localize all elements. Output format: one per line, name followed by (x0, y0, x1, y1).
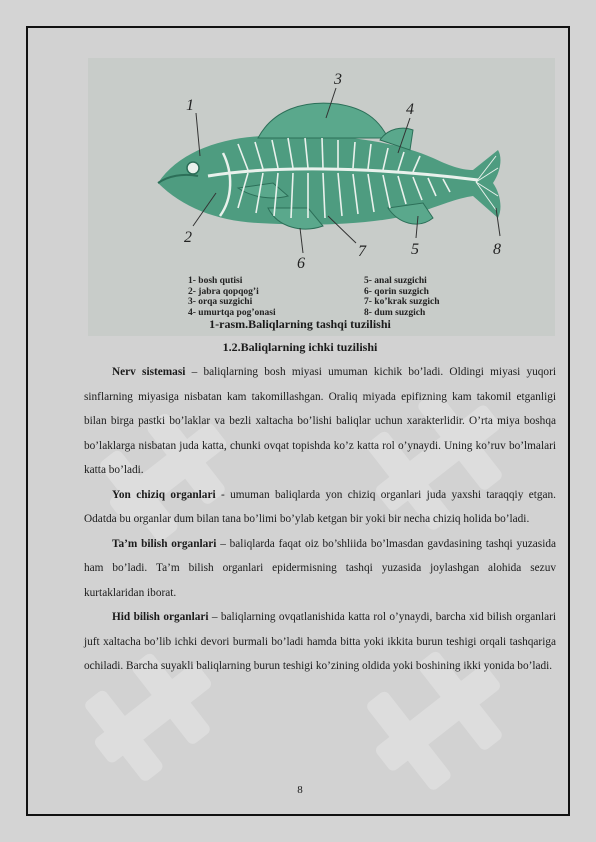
paragraph-term: Nerv sistemasi (112, 366, 186, 378)
legend-item: 7- ko’krak suzgich (364, 297, 440, 307)
paragraph-text: – baliqlarning ovqatlanishida katta rol o’ynaydi, barcha xid bilish organlari juft xaltacha bo’lib ichki devori burmali bo’ladi hamda bitta yoki ikkita burun teshigi orqali tashqariga ochiladi. Barcha suyakli baliqlarning burun teshigi ko’zining oldida yoki boshining ikki yonida bo’ladi. (84, 611, 557, 672)
section-heading: 1.2.Baliqlarning ichki tuzilishi (222, 340, 378, 354)
callout-7: 7 (358, 243, 366, 260)
callout-3: 3 (334, 71, 342, 88)
callout-6: 6 (297, 255, 305, 272)
paragraph-term: Ta’m bilish organlari (112, 537, 217, 550)
legend-item: 5- anal suzgichi (364, 276, 427, 286)
legend-item: 3- orqa suzgichi (188, 297, 253, 307)
legend-item: 8- dum suzgich (364, 307, 426, 318)
callout-5: 5 (411, 241, 419, 258)
dorsal-fin (258, 103, 388, 138)
paragraph-text: – baliqlarning bosh miyasi umuman kichik bo’ladi. Oldingi miyasi yuqori sinflarning miyasiga nisbatan kam takomillashgan. Oraliq miyada epifizning kam takomil etganligi bilan birga pastki bo’laklar va bezli xaltacha bo’lishi baliqlar uchun xarakterlidir. O’rta miya boshqa bo’laklarga nisbatan juda katta, chunki ovqat topishda ko’z katta rol o’ynaydi. Uning ko’ruv bo’lmalari katta bo’ladi. (84, 366, 556, 476)
paragraph (84, 532, 556, 606)
legend-item: 2- jabra qopqog’i (188, 286, 259, 297)
legend-column-right (364, 276, 524, 318)
paragraph (84, 360, 556, 483)
figure-caption: 1-rasm.Baliqlarning tashqi tuzilishi (209, 317, 391, 331)
legend-item: 6- qorin suzgich (364, 286, 429, 297)
fish-anatomy-figure (88, 58, 555, 336)
fish-body (158, 135, 500, 225)
body-text (84, 360, 556, 679)
paragraph (84, 605, 556, 679)
paragraph-text: – baliqlarda faqat oiz bo’shliida bo’lmasdan gavdasining tashqi yuzasida ham bo’ladi. Ta’m bilish organlari epidermisning tashqi yuzasida joylashgan alohida sezuv kurtaklaridan iborat. (84, 537, 556, 599)
callout-1: 1 (186, 97, 194, 114)
paragraph-text: - umuman baliqlarda yon chiziq organlari juda yaxshi taraqqiy etgan. Odatda bu organlar dum bilan tana bo’limi bo’ylab ketgan bir yoki bir necha chiziq holida bo’ladi. (84, 488, 556, 525)
page-number: 8 (297, 784, 303, 796)
callout-2: 2 (184, 229, 192, 246)
legend-item: 1- bosh qutisi (188, 276, 243, 286)
document-page (26, 26, 570, 816)
legend-column-left (188, 276, 348, 318)
eye (187, 162, 199, 174)
paragraph-term: Yon chiziq organlari (112, 488, 216, 501)
callout-8: 8 (493, 241, 501, 258)
paragraph-term: Hid bilish organlari (112, 611, 209, 623)
paragraph (84, 483, 556, 532)
callout-4: 4 (406, 101, 414, 118)
legend-item: 4- umurtqa pog’onasi (188, 307, 276, 318)
